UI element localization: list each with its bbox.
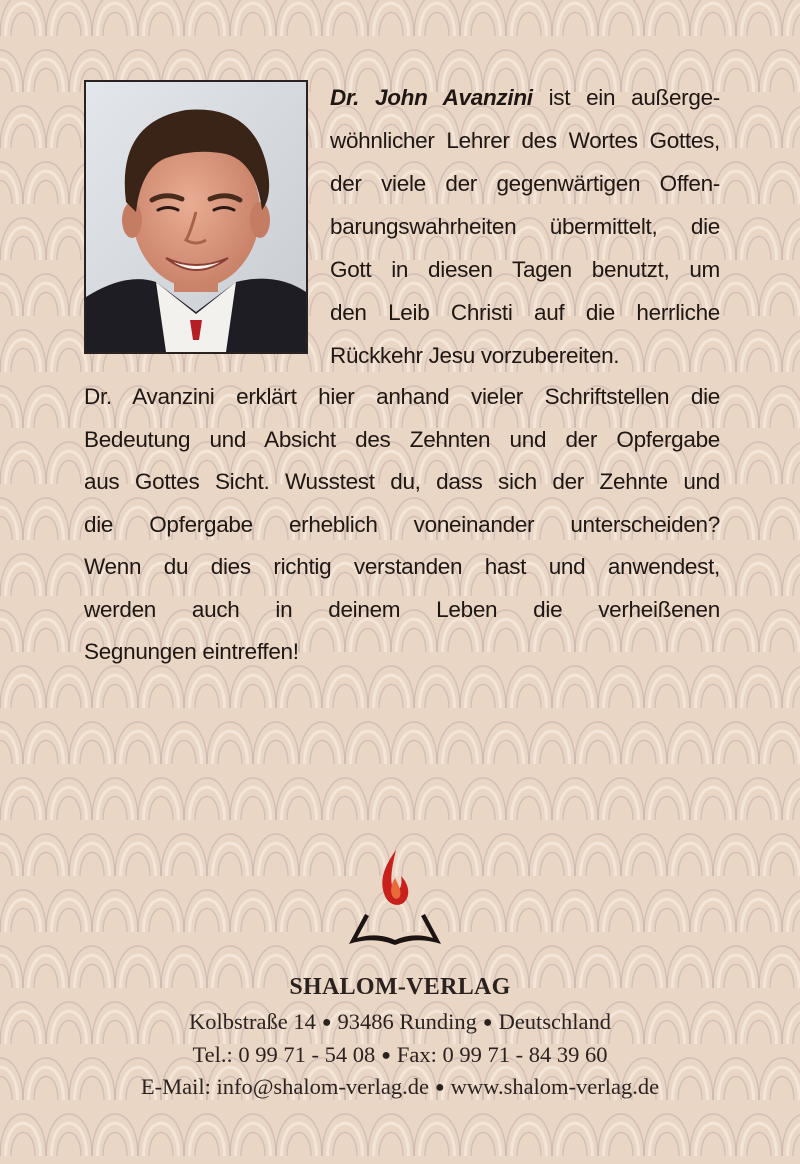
marble-arch [701, 1132, 725, 1156]
address-street: Kolbstraße 14 [188, 1009, 316, 1034]
marble-arch [793, 908, 800, 932]
marble-arch [724, 516, 748, 540]
marble-arch [264, 852, 288, 876]
marble-arch [517, 12, 541, 36]
intro-line-1-text: ist ein außerge- [532, 85, 720, 110]
marble-arch [471, 684, 495, 708]
marble-arch [678, 852, 702, 876]
marble-arch [655, 1132, 679, 1156]
marble-arch [770, 68, 794, 92]
marble-arch [609, 796, 633, 820]
marble-arch [793, 684, 800, 708]
marble-arch [34, 180, 58, 204]
marble-arch [793, 572, 800, 596]
marble-arch [425, 684, 449, 708]
marble-arch [586, 740, 610, 764]
marble-arch [448, 852, 472, 876]
marble-arch [0, 740, 12, 764]
marble-arch [724, 404, 748, 428]
marble-arch [655, 12, 679, 36]
marble-arch [310, 852, 334, 876]
marble-arch [287, 796, 311, 820]
body-line-2: Bedeutung und Absicht des Zehnten und der Opfergabe [84, 426, 720, 452]
marble-arch [57, 1132, 81, 1156]
marble-arch [747, 572, 771, 596]
marble-arch [80, 852, 104, 876]
marble-arch [632, 740, 656, 764]
marble-arch [241, 908, 265, 932]
marble-arch [195, 796, 219, 820]
marble-arch [57, 236, 81, 260]
marble-arch [747, 908, 771, 932]
marble-arch [609, 908, 633, 932]
marble-arch [241, 684, 265, 708]
marble-arch [57, 796, 81, 820]
marble-arch [609, 684, 633, 708]
intro-line-5: Gott in diesen Tagen benutzt, um [330, 257, 720, 282]
marble-arch [0, 516, 12, 540]
marble-arch [770, 628, 794, 652]
marble-arch [34, 852, 58, 876]
marble-arch [517, 684, 541, 708]
marble-arch [793, 236, 800, 260]
marble-arch [11, 908, 35, 932]
marble-arch [793, 348, 800, 372]
publisher-name: SHALOM-VERLAG [289, 974, 511, 1000]
intro-line-2: wöhnlicher Lehrer des Wortes Gottes, [330, 128, 720, 153]
marble-arch [57, 908, 81, 932]
marble-arch [563, 796, 587, 820]
marble-arch [471, 908, 495, 932]
marble-arch [149, 796, 173, 820]
marble-arch [195, 908, 219, 932]
email-address[interactable]: E-Mail: info@shalom-verlag.de [140, 1074, 429, 1099]
marble-arch [471, 1132, 495, 1156]
marble-arch [724, 68, 748, 92]
marble-arch [34, 292, 58, 316]
marble-arch [0, 628, 12, 652]
marble-arch [425, 796, 449, 820]
marble-arch [57, 12, 81, 36]
marble-arch [563, 12, 587, 36]
marble-arch [0, 180, 12, 204]
marble-arch [770, 740, 794, 764]
marble-arch [34, 404, 58, 428]
body-line-3: aus Gottes Sicht. Wusstest du, dass sich der Zehnte und [84, 469, 720, 494]
marble-arch [11, 684, 35, 708]
marble-arch [0, 68, 12, 92]
marble-arch [11, 124, 35, 148]
marble-arch [287, 908, 311, 932]
separator-dot: ● [434, 1079, 445, 1096]
marble-arch [333, 1132, 357, 1156]
marble-arch [655, 908, 679, 932]
intro-line-7: Rückkehr Jesu vorzubereiten. [330, 343, 620, 368]
separator-dot: ● [321, 1014, 332, 1031]
marble-arch [195, 1132, 219, 1156]
marble-arch [57, 124, 81, 148]
intro-line-1 [330, 76, 720, 119]
body-line-1: Dr. Avanzini erklärt hier anhand vieler Schriftstellen die [84, 384, 720, 409]
marble-arch [655, 684, 679, 708]
marble-arch [770, 292, 794, 316]
marble-arch [11, 572, 35, 596]
marble-arch [57, 460, 81, 484]
marble-arch [356, 740, 380, 764]
marble-arch [609, 12, 633, 36]
marble-arch [701, 796, 725, 820]
marble-arch [770, 180, 794, 204]
marble-arch [747, 1132, 771, 1156]
marble-arch [494, 852, 518, 876]
marble-arch [172, 852, 196, 876]
address-city: 93486 Runding [337, 1009, 477, 1034]
marble-arch [379, 1132, 403, 1156]
marble-arch [724, 628, 748, 652]
marble-arch [540, 852, 564, 876]
marble-arch [793, 460, 800, 484]
marble-arch [218, 852, 242, 876]
intro-line-3: der viele der gegenwärtigen Offen- [330, 171, 720, 196]
separator-dot: ● [381, 1047, 391, 1064]
address-country: Deutschland [498, 1009, 612, 1034]
marble-arch [793, 124, 800, 148]
publisher-address [0, 1009, 800, 1035]
marble-arch [80, 740, 104, 764]
marble-arch [724, 740, 748, 764]
marble-arch [770, 404, 794, 428]
marble-arch [402, 740, 426, 764]
marble-arch [517, 1132, 541, 1156]
marble-arch [149, 908, 173, 932]
marble-arch [287, 684, 311, 708]
marble-arch [11, 348, 35, 372]
marble-arch [126, 740, 150, 764]
body-line-6: werden auch in deinem Leben die verheißenen [84, 596, 720, 622]
marble-arch [103, 12, 127, 36]
marble-arch [218, 740, 242, 764]
marble-arch [11, 796, 35, 820]
marble-arch [724, 292, 748, 316]
marble-arch [425, 1132, 449, 1156]
marble-arch [34, 516, 58, 540]
marble-arch [701, 908, 725, 932]
marble-arch [793, 12, 800, 36]
marble-arch [149, 684, 173, 708]
marble-arch [747, 460, 771, 484]
marble-arch [34, 68, 58, 92]
marble-arch [563, 684, 587, 708]
website-link[interactable]: www.shalom-verlag.de [450, 1074, 660, 1099]
marble-arch [448, 740, 472, 764]
marble-arch [333, 796, 357, 820]
body-line-7: Segnungen eintreffen! [84, 639, 299, 664]
publisher-contact [0, 1042, 800, 1068]
flame-over-open-book-icon [343, 848, 447, 948]
phone-number: Tel.: 0 99 71 - 54 08 [192, 1042, 376, 1067]
marble-arch [287, 12, 311, 36]
marble-arch [0, 404, 12, 428]
intro-line-4: barungswahrheiten übermittelt, die [330, 214, 720, 239]
marble-arch [540, 740, 564, 764]
marble-arch [494, 740, 518, 764]
body-line-4: die Opfergabe erheblich voneinander unterscheiden? [84, 511, 720, 537]
author-portrait [84, 80, 308, 354]
marble-arch [11, 460, 35, 484]
publisher-online [0, 1074, 800, 1100]
marble-arch [724, 180, 748, 204]
marble-arch [103, 684, 127, 708]
marble-arch [0, 292, 12, 316]
marble-arch [747, 684, 771, 708]
marble-arch [655, 796, 679, 820]
marble-arch [563, 1132, 587, 1156]
marble-arch [701, 12, 725, 36]
marble-arch [747, 796, 771, 820]
marble-arch [241, 1132, 265, 1156]
marble-arch [103, 1132, 127, 1156]
marble-arch [793, 1132, 800, 1156]
marble-arch [0, 852, 12, 876]
fax-number: Fax: 0 99 71 - 84 39 60 [396, 1042, 608, 1067]
body-line-5: Wenn du dies richtig verstanden hast und anwendest, [84, 554, 720, 579]
marble-arch [57, 348, 81, 372]
marble-arch [793, 796, 800, 820]
marble-arch [770, 516, 794, 540]
separator-dot: ● [482, 1014, 493, 1031]
marble-arch [57, 684, 81, 708]
marble-arch [517, 908, 541, 932]
marble-arch [425, 12, 449, 36]
marble-arch [195, 12, 219, 36]
marble-arch [747, 236, 771, 260]
marble-arch [471, 12, 495, 36]
marble-arch [586, 852, 610, 876]
marble-arch [287, 1132, 311, 1156]
marble-arch [724, 852, 748, 876]
marble-arch [678, 740, 702, 764]
marble-arch [632, 852, 656, 876]
marble-arch [609, 1132, 633, 1156]
marble-arch [34, 740, 58, 764]
marble-arch [241, 12, 265, 36]
marble-arch [770, 852, 794, 876]
intro-line-6: den Leib Christi auf die herrliche [330, 300, 720, 325]
marble-arch [195, 684, 219, 708]
marble-arch [126, 852, 150, 876]
marble-arch [379, 796, 403, 820]
author-introduction [330, 76, 720, 377]
author-name: Dr. John Avanzini [330, 85, 533, 110]
marble-arch [103, 908, 127, 932]
marble-arch [103, 796, 127, 820]
marble-arch [241, 796, 265, 820]
marble-arch [149, 1132, 173, 1156]
marble-arch [747, 124, 771, 148]
marble-arch [34, 628, 58, 652]
marble-arch [310, 740, 334, 764]
book-description [84, 376, 720, 674]
marble-arch [333, 12, 357, 36]
marble-arch [471, 796, 495, 820]
marble-arch [747, 348, 771, 372]
marble-arch [11, 12, 35, 36]
marble-arch [333, 684, 357, 708]
marble-arch [11, 1132, 35, 1156]
marble-arch [149, 12, 173, 36]
marble-arch [747, 12, 771, 36]
marble-arch [701, 684, 725, 708]
marble-arch [172, 740, 196, 764]
marble-arch [379, 12, 403, 36]
marble-arch [264, 740, 288, 764]
marble-arch [57, 572, 81, 596]
marble-arch [11, 236, 35, 260]
marble-arch [517, 796, 541, 820]
marble-arch [563, 908, 587, 932]
marble-arch [379, 684, 403, 708]
